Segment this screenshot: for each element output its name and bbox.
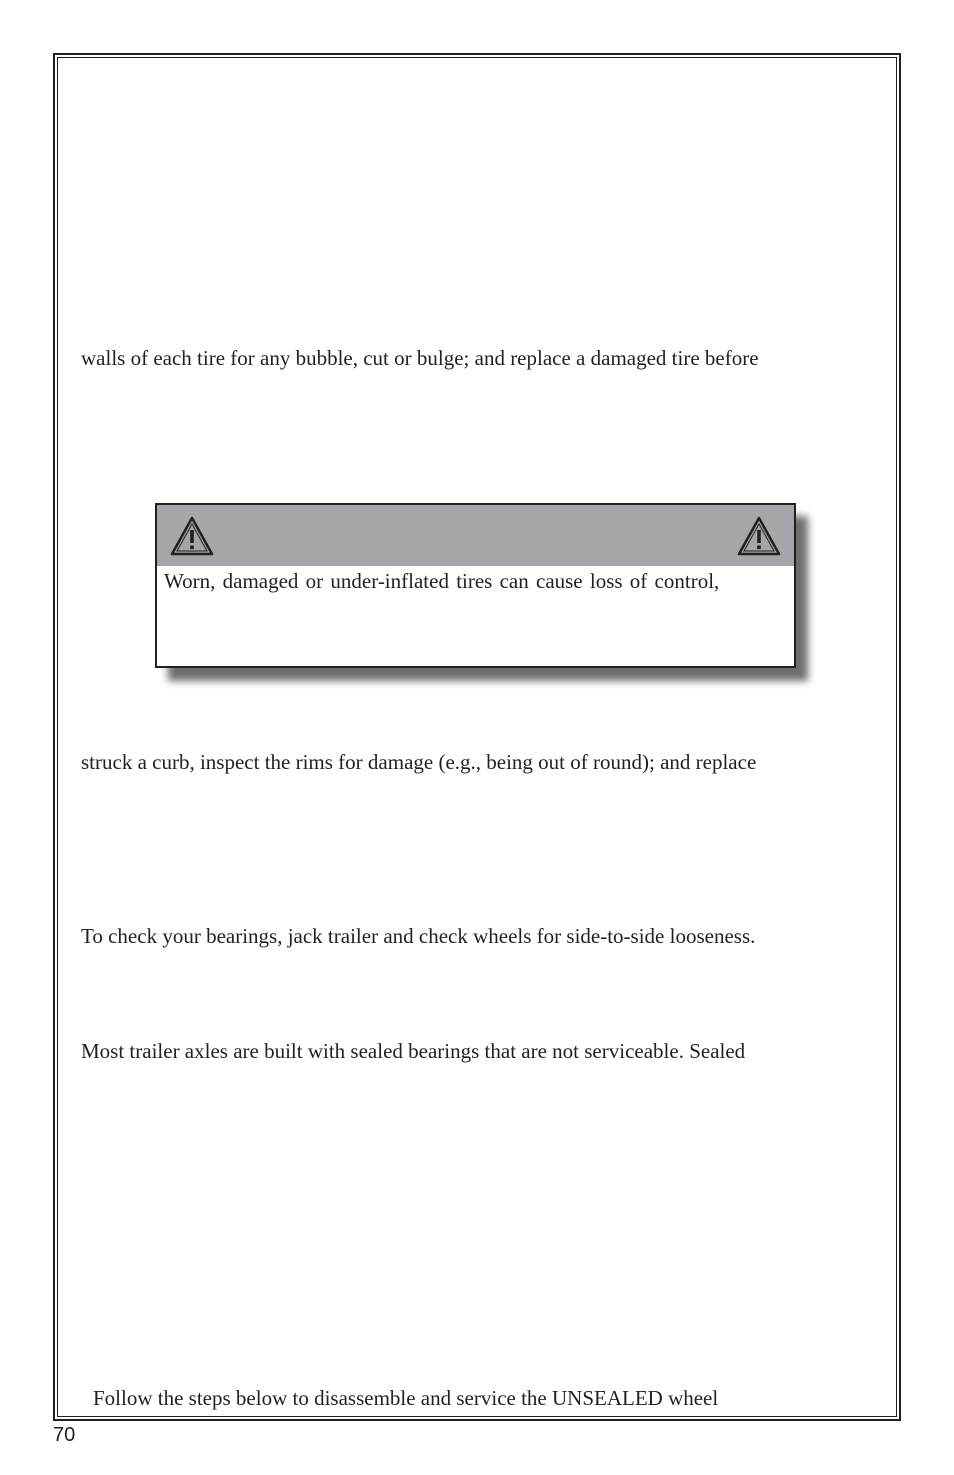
warning-header: [157, 505, 794, 566]
body-text-line: To check your bearings, jack trailer and check wheels for side-to-side looseness.: [81, 924, 756, 948]
warning-box: [155, 503, 796, 668]
body-text-line: struck a curb, inspect the rims for damage (e.g., being out of round); and replace: [81, 750, 757, 774]
body-text-line: walls of each tire for any bubble, cut or bulge; and replace a damaged tire before: [81, 346, 759, 370]
page-number: 70: [53, 1424, 76, 1446]
body-text-line: Most trailer axles are built with sealed bearings that are not serviceable. Sealed: [81, 1039, 746, 1063]
page-border-inner: [57, 57, 897, 1417]
warning-text: Worn, damaged or under-inflated tires can cause loss of control,: [164, 569, 720, 593]
body-text-line: Follow the steps below to disassemble and service the UNSEALED wheel: [93, 1386, 719, 1410]
warning-triangle-icon: [736, 515, 782, 557]
warning-triangle-icon: [169, 515, 215, 557]
